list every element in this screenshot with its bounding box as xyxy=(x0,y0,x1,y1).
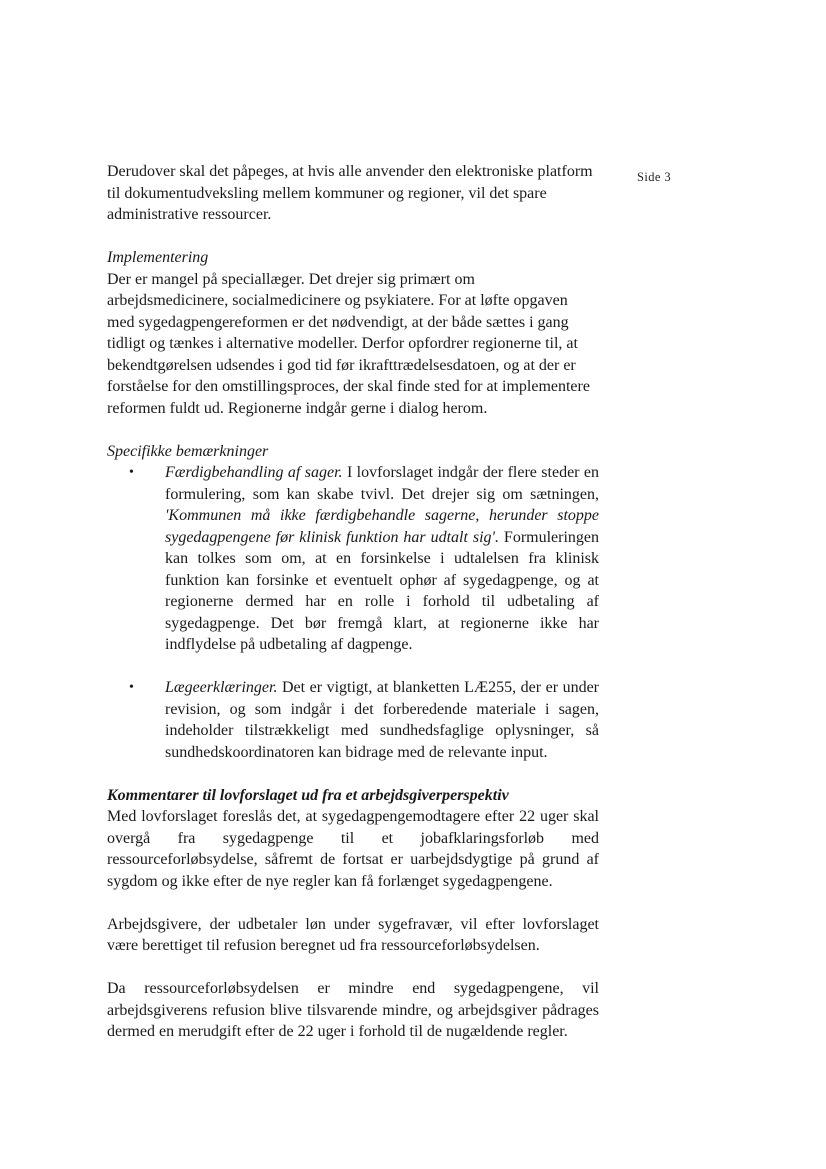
page-number: Side 3 xyxy=(637,170,671,184)
intro-paragraph: Derudover skal det påpeges, at hvis alle anvender den elektroniske platform til dokumentudveksling mellem kommuner og regioner, vil det spare administrative ressourcer. xyxy=(107,163,593,223)
list-spacer xyxy=(107,656,599,678)
bullet-item-medical-certificates xyxy=(107,677,599,763)
employer-paragraph-1: Med lovforslaget foreslås det, at sygedagpengemodtagere efter 22 uger skal overgå fra sygedagpenge til et jobafklaringsforløb med ressourceforløbsydelse, såfremt de fortsat er uarbejdsdygtige på grund af sygdom og ikke efter de nye regler kan få forlænget sygedagpengene. xyxy=(107,808,599,890)
bullet-icon: • xyxy=(129,680,134,695)
implementation-paragraph: Der er mangel på speciallæger. Det drejer sig primært om arbejdsmedicinere, socialmedicinere og psykiatere. For at løfte opgaven med sygedagpengereformen er det nødvendigt, at der både sættes i gang tidligt og tænkes i alternative modeller. Derfor opfordrer regionerne til, at bekendtgørelsen udsendes i god tid før ikrafttrædelsesdatoen, og at der er forståelse for den omstillingsproces, der skal finde sted for at implementere reformen fuldt ud. Regionerne indgår gerne i dialog herom. xyxy=(107,270,590,417)
specific-remarks-list xyxy=(107,462,599,763)
bullet-quote: 'Kommunen må ikke færdigbehandle sagerne, herunder stoppe sygedagpengene før klinisk funktion har udtalt sig'. xyxy=(165,507,599,546)
bullet-text-continued: Formuleringen kan tolkes som om, at en forsinkelse i udtalelsen fra klinisk funktion kan forsinke et eventuelt ophør af sygedagpenge, og at regionerne dermed har en rolle i forhold til udbetaling af sygedagpenge. Det bør fremgå klart, at regionerne ikke har indflydelse på udbetaling af dagpenge. xyxy=(165,528,600,653)
bullet-item-case-completion xyxy=(107,462,599,656)
bullet-lead: Færdigbehandling af sager. xyxy=(165,464,343,481)
specific-remarks-heading: Specifikke bemærkninger xyxy=(107,442,269,460)
bullet-lead: Lægeerklæringer. xyxy=(165,679,278,696)
document-body xyxy=(107,161,599,1043)
bullet-text: I lovforslaget indgår der flere steder en formulering, som kan skabe tvivl. Det drejer sig om sætningen, xyxy=(165,464,599,503)
bullet-icon: • xyxy=(129,465,134,480)
bullet-text: Det er vigtigt, at blanketten LÆ255, der er under revision, og som indgår i det forberedende materiale i sagen, indeholder tilstrækkeligt med sundhedsfaglige oplysninger, så sundhedskoordinatoren kan bidrage med de relevante input. xyxy=(165,679,599,761)
implementation-heading: Implementering xyxy=(107,249,209,266)
employer-paragraph-3: Da ressourceforløbsydelsen er mindre end sygedagpengene, vil arbejdsgiverens refusion blive tilsvarende mindre, og arbejdsgiver pådrages dermed en merudgift efter de 22 uger i forhold til de nugældende regler. xyxy=(107,980,599,1040)
employer-paragraph-2: Arbejdsgivere, der udbetaler løn under sygefravær, vil efter lovforslaget være berettiget til refusion beregnet ud fra ressourceforløbsydelsen. xyxy=(107,915,599,954)
employer-heading: Kommentarer til lovforslaget ud fra et arbejdsgiverperspektiv xyxy=(107,786,509,804)
